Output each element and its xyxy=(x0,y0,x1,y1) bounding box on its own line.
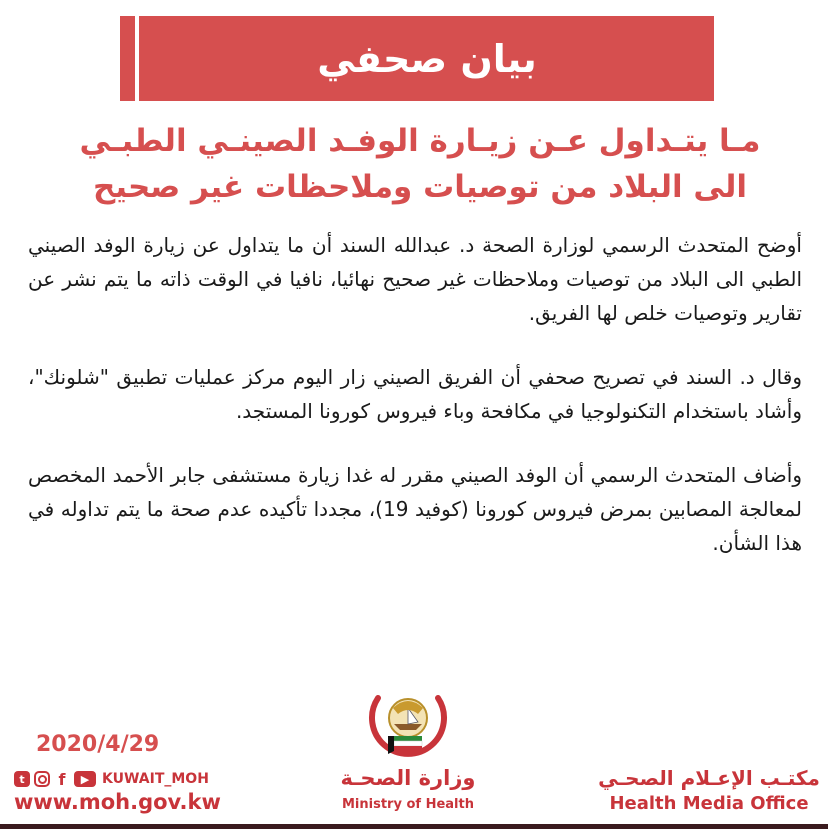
kuwait-emblem-logo xyxy=(358,688,458,762)
twitter-icon[interactable]: t xyxy=(14,771,30,787)
social-handle[interactable]: KUWAIT_MOH xyxy=(102,771,209,787)
youtube-icon[interactable]: ▶ xyxy=(74,771,96,787)
body-paragraph-2: وقال د. السند في تصريح صحفي أن الفريق الصيني زار اليوم مركز عمليات تطبيق "شلونك"، وأشاد باستخدام التكنولوجيا في مكافحة وباء فيروس كورونا المستجد. xyxy=(28,365,802,423)
facebook-icon[interactable]: f xyxy=(58,769,66,789)
release-date: 2020/4/29 xyxy=(36,732,160,757)
banner-divider xyxy=(135,16,139,101)
body-paragraph-1: أوضح المتحدث الرسمي لوزارة الصحة د. عبدالله السند أن ما يتداول عن زيارة الوفد الصيني الطبي الى البلاد من توصيات وملاحظات غير صحيح نهائيا، نافيا في الوقت ذاته ما يتم نشر عن تقارير وتوصيات خلص لها الفريق. xyxy=(28,233,802,325)
headline-line-2: الى البلاد من توصيات وملاحظات غير صحيح xyxy=(92,169,748,205)
bottom-bar xyxy=(0,824,828,829)
office-name-arabic: مكتـب الإعـلام الصحـي xyxy=(598,766,820,790)
headline-line-1: مـا يتـداول عـن زيـارة الوفـد الصينـي الطبـي xyxy=(79,123,761,159)
office-name-english: Health Media Office xyxy=(609,793,809,814)
social-links xyxy=(14,769,209,789)
ministry-name-english: Ministry of Health xyxy=(342,797,474,812)
website-link[interactable]: www.moh.gov.kw xyxy=(14,790,221,814)
body-paragraph-3: وأضاف المتحدث الرسمي أن الوفد الصيني مقرر له غدا زيارة مستشفى جابر الأحمد المخصص لمعالجة المصابين بمرض فيروس كورونا (كوفيد 19)، مجددا تأكيده عدم صحة ما يتم تداوله في هذا الشأن. xyxy=(28,463,802,555)
instagram-icon[interactable] xyxy=(34,771,50,787)
banner-title: بيان صحفي xyxy=(317,36,537,81)
headline xyxy=(40,118,800,210)
press-release-body xyxy=(28,228,802,590)
ministry-name-arabic: وزارة الصحـة xyxy=(340,766,476,790)
